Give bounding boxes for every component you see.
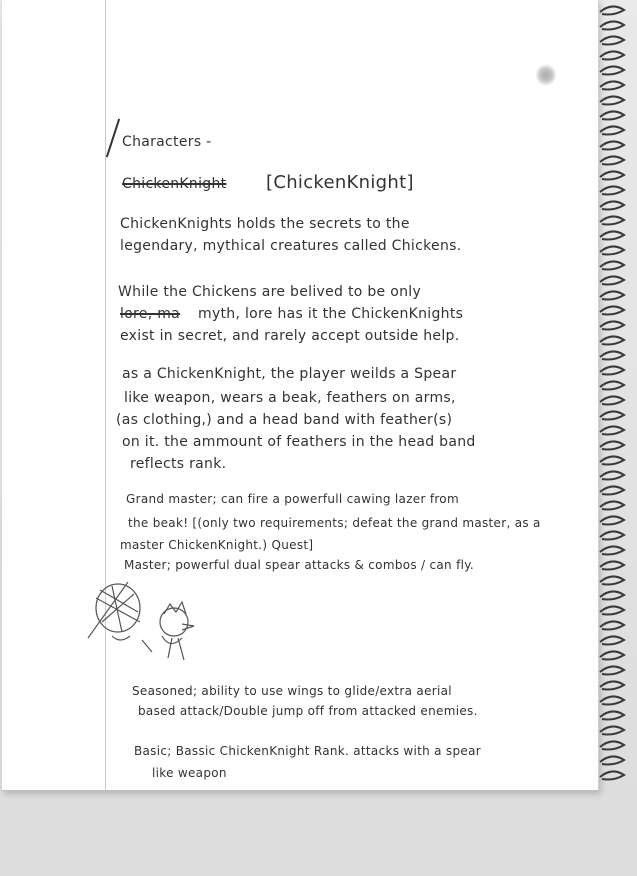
spiral-coil [600, 516, 624, 524]
spiral-coil [600, 696, 624, 704]
spiral-coil [600, 246, 624, 254]
margin-tick-mark [106, 119, 120, 158]
ink-smudge [536, 64, 556, 86]
spiral-coil [600, 186, 624, 194]
para2-line2: myth, lore has it the ChickenKnights [198, 306, 464, 322]
heading-characters: Characters - [122, 134, 212, 150]
spiral-coil [600, 171, 624, 179]
para6-line2: based attack/Double jump off from attacked enemies. [138, 704, 478, 718]
spiral-coil [600, 636, 624, 644]
spiral-coil [600, 51, 624, 59]
spiral-coil [600, 201, 624, 209]
para2-line1: While the Chickens are belived to be only [118, 284, 422, 300]
spiral-coil [600, 291, 624, 299]
para4-line3: master ChickenKnight.) Quest] [120, 538, 314, 552]
notebook-page [2, 0, 599, 791]
spiral-coil [600, 591, 624, 599]
para3-line1: as a ChickenKnight, the player weilds a Spear [122, 366, 457, 382]
spiral-coil [600, 471, 624, 479]
spiral-coil [600, 681, 624, 689]
spiral-coil [600, 6, 624, 14]
spiral-coil [600, 426, 624, 434]
spiral-coil [600, 756, 624, 764]
spiral-coil [600, 531, 624, 539]
para2-struck-word: lore, ma [120, 306, 181, 322]
spiral-coil [600, 726, 624, 734]
spiral-binding [598, 0, 628, 790]
para3-line3: (as clothing,) and a head band with feather(s) [116, 412, 453, 428]
spiral-coil [600, 351, 624, 359]
para6-line1: Seasoned; ability to use wings to glide/extra aerial [132, 684, 452, 698]
spiral-coil [600, 126, 624, 134]
spiral-coil [600, 321, 624, 329]
spiral-coil [600, 576, 624, 584]
spiral-coil [600, 441, 624, 449]
spiral-coil [600, 366, 624, 374]
para7-line1: Basic; Bassic ChickenKnight Rank. attacks with a spear [134, 744, 481, 758]
para2-line3: exist in secret, and rarely accept outside help. [120, 328, 460, 344]
spiral-coil [600, 156, 624, 164]
para1-line1: ChickenKnights holds the secrets to the [120, 216, 410, 232]
para4-line1: Grand master; can fire a powerfull cawing lazer from [126, 492, 459, 506]
spiral-coil [600, 621, 624, 629]
para5-line1: Master; powerful dual spear attacks & combos / can fly. [124, 558, 475, 572]
para7-line2: like weapon [152, 766, 227, 780]
spiral-coil [600, 231, 624, 239]
para3-line4: on it. the ammount of feathers in the head band [122, 434, 476, 450]
chickenknight-sketch [82, 578, 212, 678]
sketch-strokes [88, 582, 194, 660]
spiral-coil [600, 501, 624, 509]
spiral-coil [600, 486, 624, 494]
spiral-coil [600, 561, 624, 569]
para3-line2: like weapon, wears a beak, feathers on arms, [124, 390, 456, 406]
para3-line5: reflects rank. [130, 456, 227, 472]
spiral-coil [600, 81, 624, 89]
spiral-coil [600, 21, 624, 29]
spiral-coil [600, 261, 624, 269]
spiral-coil [600, 396, 624, 404]
title-chickenknight: [ChickenKnight] [266, 172, 414, 193]
spiral-coil [600, 111, 624, 119]
para1-line2: legendary, mythical creatures called Chickens. [120, 238, 462, 254]
spiral-coil [600, 711, 624, 719]
spiral-coil [600, 546, 624, 554]
spiral-coil [600, 651, 624, 659]
spiral-coil [600, 306, 624, 314]
spiral-coil [600, 36, 624, 44]
spiral-coil [600, 66, 624, 74]
spiral-coil [600, 741, 624, 749]
spiral-coil [600, 381, 624, 389]
spiral-coil [600, 606, 624, 614]
spiral-coil [600, 276, 624, 284]
spiral-coil [600, 771, 624, 779]
spiral-coil [600, 456, 624, 464]
para4-line2: the beak! [(only two requirements; defeat the grand master, as a [128, 516, 541, 530]
spiral-coil [600, 411, 624, 419]
spiral-coil [600, 216, 624, 224]
spiral-coil [600, 666, 624, 674]
spiral-coils [600, 6, 624, 779]
spiral-coil [600, 141, 624, 149]
spiral-coil [600, 336, 624, 344]
spiral-coil [600, 96, 624, 104]
title-struck-out: ChickenKnight [122, 176, 227, 192]
